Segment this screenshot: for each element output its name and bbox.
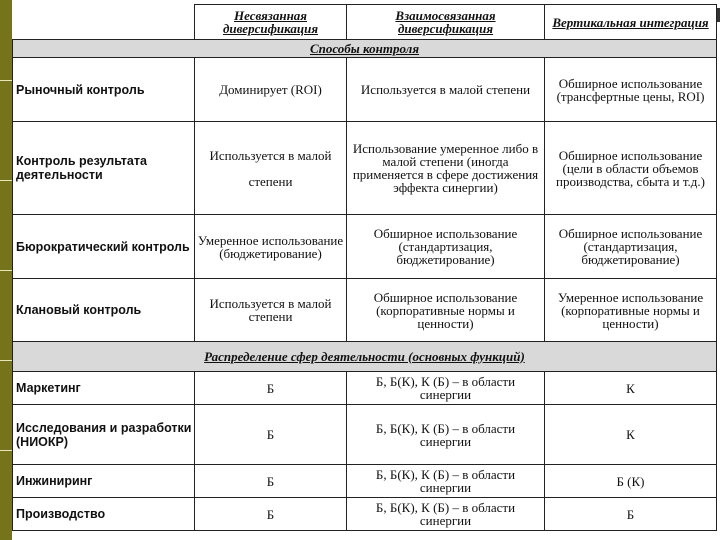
table-cell: Б, Б(К), К (Б) – в области синергии [347,498,545,531]
table-row [13,58,717,122]
row-label: Рыночный контроль [13,58,195,122]
row-label: Бюрократический контроль [13,215,195,279]
table-cell: Б, Б(К), К (Б) – в области синергии [347,465,545,498]
table-cell: Обширное использование (трансфертные цены, ROI) [545,58,717,122]
table-cell: Доминирует (ROI) [195,58,347,122]
table-row [13,122,717,215]
row-label: Исследования и разработки (НИОКР) [13,405,195,465]
table-cell: Б [195,498,347,531]
table-cell: Умеренное использование (бюджетирование) [195,215,347,279]
table-cell: Б [195,372,347,405]
table-cell: Б [195,465,347,498]
table-cell: Используется в малой степени [195,122,347,215]
header-vertical-integration: Вертикальная интеграция [545,5,717,40]
table-cell: Обширное использование (корпоративные нормы и ценности) [347,279,545,342]
header-related-diversification: Взаимосвязанная диверсификация [347,5,545,40]
table-row [13,405,717,465]
table-cell: Б [545,498,717,531]
row-label: Производство [13,498,195,531]
table-cell: Обширное использование (стандартизация, бюджетирование) [347,215,545,279]
table-cell: Б (К) [545,465,717,498]
section-row-control [13,40,717,58]
table-cell: К [545,405,717,465]
table-row [13,465,717,498]
table-cell: Б, Б(К), К (Б) – в области синергии [347,372,545,405]
header-blank-cell [13,5,195,40]
decorative-side-bar [0,0,12,540]
table-cell: Б [195,405,347,465]
table-row [13,215,717,279]
row-label: Контроль результата деятельности [13,122,195,215]
row-label: Инжиниринг [13,465,195,498]
section-title-control: Способы контроля [13,40,717,58]
row-label: Клановый контроль [13,279,195,342]
header-unrelated-diversification: Несвязанная диверсификация [195,5,347,40]
table-cell: Используется в малой степени [195,279,347,342]
table-cell: Обширное использование (цели в области объемов производства, сбыта и т.д.) [545,122,717,215]
row-label: Маркетинг [13,372,195,405]
section-title-functions: Распределение сфер деятельности (основных функций) [13,342,717,372]
table-cell: Используется в малой степени [347,58,545,122]
header-row [13,5,717,40]
section-row-functions [13,342,717,372]
table-row [13,372,717,405]
comparison-table [12,4,717,531]
table-cell: Обширное использование (стандартизация, бюджетирование) [545,215,717,279]
table-cell: Умеренное использование (корпоративные нормы и ценности) [545,279,717,342]
table-row [13,279,717,342]
table-cell: Использование умеренное либо в малой степени (иногда применяется в сфере достижения эффекта синергии) [347,122,545,215]
table-cell: Б, Б(К), К (Б) – в области синергии [347,405,545,465]
table-row [13,498,717,531]
table-cell: К [545,372,717,405]
